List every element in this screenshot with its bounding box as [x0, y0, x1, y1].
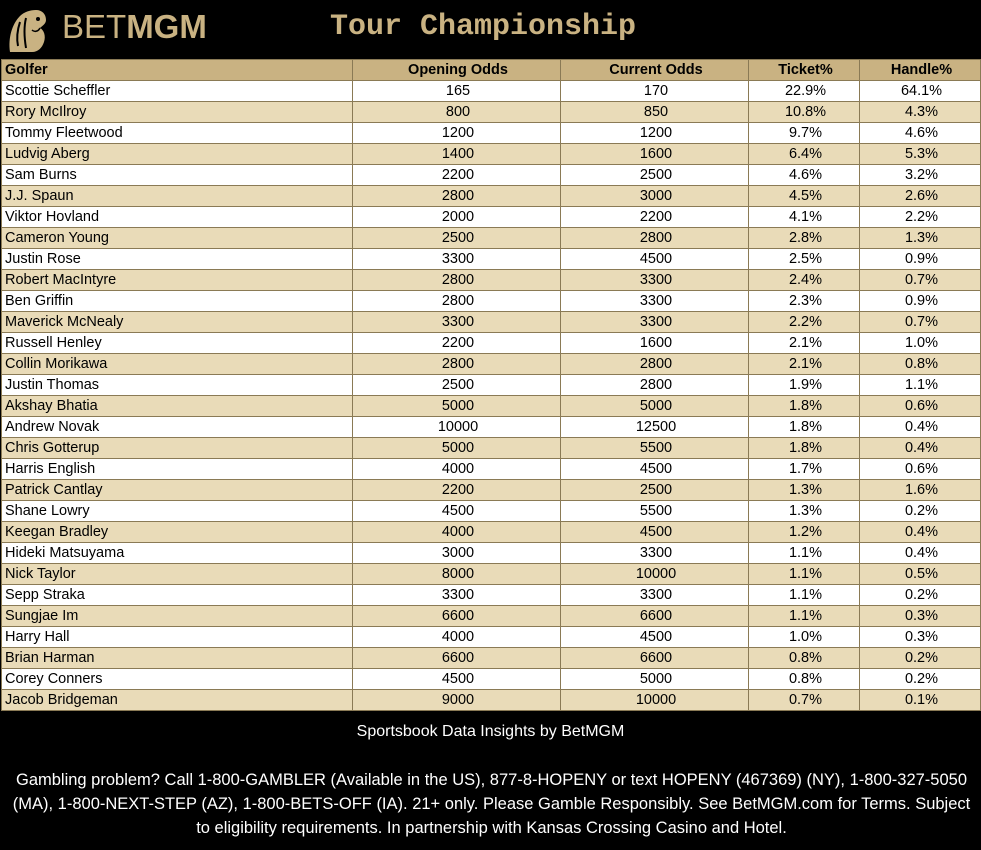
- cell-opening-odds: 3300: [353, 249, 561, 270]
- cell-ticket-pct: 1.0%: [749, 627, 860, 648]
- cell-ticket-pct: 2.4%: [749, 270, 860, 291]
- cell-opening-odds: 1400: [353, 144, 561, 165]
- cell-golfer: Brian Harman: [2, 648, 353, 669]
- table-row: [2, 186, 981, 207]
- table-row: [2, 228, 981, 249]
- cell-golfer: Scottie Scheffler: [2, 81, 353, 102]
- cell-golfer: Keegan Bradley: [2, 522, 353, 543]
- cell-current-odds: 3300: [561, 291, 749, 312]
- cell-opening-odds: 2800: [353, 270, 561, 291]
- cell-current-odds: 5500: [561, 501, 749, 522]
- cell-current-odds: 2500: [561, 480, 749, 501]
- cell-golfer: Chris Gotterup: [2, 438, 353, 459]
- cell-handle-pct: 0.3%: [860, 627, 981, 648]
- cell-current-odds: 5000: [561, 396, 749, 417]
- cell-golfer: Harry Hall: [2, 627, 353, 648]
- cell-handle-pct: 0.3%: [860, 606, 981, 627]
- cell-golfer: Collin Morikawa: [2, 354, 353, 375]
- table-row: [2, 564, 981, 585]
- table-row: [2, 270, 981, 291]
- cell-opening-odds: 3000: [353, 543, 561, 564]
- cell-golfer: Harris English: [2, 459, 353, 480]
- cell-ticket-pct: 6.4%: [749, 144, 860, 165]
- header-opening-odds: Opening Odds: [353, 60, 561, 81]
- cell-golfer: Shane Lowry: [2, 501, 353, 522]
- cell-golfer: Andrew Novak: [2, 417, 353, 438]
- table-row: [2, 417, 981, 438]
- table-row: [2, 291, 981, 312]
- cell-ticket-pct: 1.1%: [749, 564, 860, 585]
- cell-ticket-pct: 1.2%: [749, 522, 860, 543]
- cell-current-odds: 6600: [561, 606, 749, 627]
- header-golfer: Golfer: [2, 60, 353, 81]
- cell-opening-odds: 10000: [353, 417, 561, 438]
- table-row: [2, 354, 981, 375]
- cell-ticket-pct: 2.8%: [749, 228, 860, 249]
- cell-current-odds: 10000: [561, 690, 749, 711]
- cell-ticket-pct: 1.8%: [749, 417, 860, 438]
- cell-opening-odds: 2800: [353, 291, 561, 312]
- cell-ticket-pct: 0.7%: [749, 690, 860, 711]
- table-row: [2, 249, 981, 270]
- table-row: [2, 165, 981, 186]
- header-current-odds: Current Odds: [561, 60, 749, 81]
- cell-golfer: Sam Burns: [2, 165, 353, 186]
- cell-opening-odds: 2200: [353, 480, 561, 501]
- cell-handle-pct: 0.4%: [860, 522, 981, 543]
- cell-current-odds: 6600: [561, 648, 749, 669]
- cell-handle-pct: 0.4%: [860, 417, 981, 438]
- insights-caption: Sportsbook Data Insights by BetMGM: [356, 723, 625, 740]
- cell-ticket-pct: 0.8%: [749, 669, 860, 690]
- cell-ticket-pct: 10.8%: [749, 102, 860, 123]
- cell-golfer: Justin Rose: [2, 249, 353, 270]
- cell-current-odds: 3300: [561, 312, 749, 333]
- cell-ticket-pct: 4.1%: [749, 207, 860, 228]
- cell-handle-pct: 0.4%: [860, 543, 981, 564]
- cell-golfer: Rory McIlroy: [2, 102, 353, 123]
- cell-golfer: Sungjae Im: [2, 606, 353, 627]
- cell-current-odds: 4500: [561, 459, 749, 480]
- table-row: [2, 81, 981, 102]
- cell-current-odds: 170: [561, 81, 749, 102]
- table-row: [2, 522, 981, 543]
- header-ticket-pct: Ticket%: [749, 60, 860, 81]
- cell-opening-odds: 2500: [353, 375, 561, 396]
- cell-opening-odds: 2800: [353, 186, 561, 207]
- cell-golfer: Ben Griffin: [2, 291, 353, 312]
- brand-bet: BET: [62, 8, 127, 45]
- cell-handle-pct: 0.7%: [860, 270, 981, 291]
- cell-handle-pct: 2.2%: [860, 207, 981, 228]
- cell-golfer: Nick Taylor: [2, 564, 353, 585]
- cell-handle-pct: 0.4%: [860, 438, 981, 459]
- cell-handle-pct: 0.8%: [860, 354, 981, 375]
- cell-opening-odds: 3300: [353, 585, 561, 606]
- cell-handle-pct: 64.1%: [860, 81, 981, 102]
- cell-ticket-pct: 1.1%: [749, 543, 860, 564]
- table-row: [2, 669, 981, 690]
- cell-golfer: Hideki Matsuyama: [2, 543, 353, 564]
- cell-golfer: Ludvig Aberg: [2, 144, 353, 165]
- table-header-row: [2, 60, 981, 81]
- cell-ticket-pct: 1.7%: [749, 459, 860, 480]
- table-row: [2, 585, 981, 606]
- cell-opening-odds: 6600: [353, 606, 561, 627]
- cell-opening-odds: 5000: [353, 396, 561, 417]
- cell-opening-odds: 6600: [353, 648, 561, 669]
- cell-opening-odds: 8000: [353, 564, 561, 585]
- cell-ticket-pct: 2.1%: [749, 354, 860, 375]
- lion-icon: [2, 2, 52, 54]
- cell-golfer: Jacob Bridgeman: [2, 690, 353, 711]
- cell-opening-odds: 4500: [353, 669, 561, 690]
- cell-ticket-pct: 1.8%: [749, 396, 860, 417]
- cell-handle-pct: 2.6%: [860, 186, 981, 207]
- table-row: [2, 312, 981, 333]
- table-row: [2, 375, 981, 396]
- cell-opening-odds: 5000: [353, 438, 561, 459]
- table-row: [2, 144, 981, 165]
- cell-opening-odds: 2800: [353, 354, 561, 375]
- cell-golfer: Corey Conners: [2, 669, 353, 690]
- cell-current-odds: 1600: [561, 144, 749, 165]
- cell-current-odds: 1200: [561, 123, 749, 144]
- cell-handle-pct: 0.2%: [860, 501, 981, 522]
- cell-ticket-pct: 0.8%: [749, 648, 860, 669]
- cell-ticket-pct: 1.3%: [749, 480, 860, 501]
- cell-ticket-pct: 1.1%: [749, 585, 860, 606]
- cell-opening-odds: 1200: [353, 123, 561, 144]
- cell-current-odds: 2800: [561, 228, 749, 249]
- cell-golfer: Robert MacIntyre: [2, 270, 353, 291]
- cell-golfer: Akshay Bhatia: [2, 396, 353, 417]
- cell-handle-pct: 0.9%: [860, 249, 981, 270]
- cell-opening-odds: 3300: [353, 312, 561, 333]
- cell-golfer: Russell Henley: [2, 333, 353, 354]
- cell-opening-odds: 2200: [353, 333, 561, 354]
- cell-golfer: Sepp Straka: [2, 585, 353, 606]
- cell-opening-odds: 2500: [353, 228, 561, 249]
- cell-current-odds: 12500: [561, 417, 749, 438]
- cell-opening-odds: 800: [353, 102, 561, 123]
- cell-handle-pct: 0.2%: [860, 585, 981, 606]
- cell-golfer: Maverick McNealy: [2, 312, 353, 333]
- cell-ticket-pct: 2.3%: [749, 291, 860, 312]
- cell-handle-pct: 0.6%: [860, 459, 981, 480]
- cell-opening-odds: 4000: [353, 459, 561, 480]
- table-row: [2, 606, 981, 627]
- cell-golfer: Viktor Hovland: [2, 207, 353, 228]
- brand-mgm: MGM: [126, 8, 207, 45]
- cell-ticket-pct: 4.6%: [749, 165, 860, 186]
- table-row: [2, 459, 981, 480]
- cell-current-odds: 3300: [561, 270, 749, 291]
- cell-handle-pct: 0.1%: [860, 690, 981, 711]
- table-row: [2, 501, 981, 522]
- cell-ticket-pct: 9.7%: [749, 123, 860, 144]
- cell-golfer: Patrick Cantlay: [2, 480, 353, 501]
- cell-current-odds: 5000: [561, 669, 749, 690]
- cell-handle-pct: 0.7%: [860, 312, 981, 333]
- cell-current-odds: 3300: [561, 585, 749, 606]
- cell-golfer: Justin Thomas: [2, 375, 353, 396]
- cell-current-odds: 5500: [561, 438, 749, 459]
- cell-golfer: Tommy Fleetwood: [2, 123, 353, 144]
- table-row: [2, 543, 981, 564]
- table-row: [2, 438, 981, 459]
- header-handle-pct: Handle%: [860, 60, 981, 81]
- cell-opening-odds: 9000: [353, 690, 561, 711]
- cell-current-odds: 1600: [561, 333, 749, 354]
- table-row: [2, 207, 981, 228]
- cell-opening-odds: 165: [353, 81, 561, 102]
- cell-handle-pct: 1.1%: [860, 375, 981, 396]
- cell-ticket-pct: 2.1%: [749, 333, 860, 354]
- table-row: [2, 690, 981, 711]
- table-row: [2, 480, 981, 501]
- cell-golfer: Cameron Young: [2, 228, 353, 249]
- cell-handle-pct: 0.2%: [860, 669, 981, 690]
- cell-ticket-pct: 4.5%: [749, 186, 860, 207]
- cell-handle-pct: 1.6%: [860, 480, 981, 501]
- cell-ticket-pct: 1.9%: [749, 375, 860, 396]
- table-row: [2, 627, 981, 648]
- cell-handle-pct: 4.3%: [860, 102, 981, 123]
- cell-current-odds: 2500: [561, 165, 749, 186]
- cell-ticket-pct: 1.1%: [749, 606, 860, 627]
- cell-golfer: J.J. Spaun: [2, 186, 353, 207]
- cell-handle-pct: 1.3%: [860, 228, 981, 249]
- cell-current-odds: 3300: [561, 543, 749, 564]
- header: [0, 0, 981, 59]
- cell-opening-odds: 4000: [353, 522, 561, 543]
- cell-current-odds: 2800: [561, 354, 749, 375]
- table-row: [2, 123, 981, 144]
- cell-current-odds: 4500: [561, 249, 749, 270]
- cell-opening-odds: 2000: [353, 207, 561, 228]
- cell-opening-odds: 4000: [353, 627, 561, 648]
- cell-ticket-pct: 1.8%: [749, 438, 860, 459]
- cell-handle-pct: 1.0%: [860, 333, 981, 354]
- brand-logo: [62, 8, 207, 46]
- cell-opening-odds: 4500: [353, 501, 561, 522]
- cell-handle-pct: 0.9%: [860, 291, 981, 312]
- odds-table: [1, 59, 981, 711]
- table-row: [2, 648, 981, 669]
- gambling-disclaimer: Gambling problem? Call 1-800-GAMBLER (Available in the US), 877-8-HOPENY or text HOPENY (467369) (NY), 1-800-327-5050 (MA), 1-800-NEXT-STEP (AZ), 1-800-BETS-OFF (IA). 21+ only. Please Gamble Responsibly. See BetMGM.com for Terms. Subject to eligibility requirements. In partnership with Kansas Crossing Casino and Hotel.: [12, 771, 971, 837]
- cell-current-odds: 10000: [561, 564, 749, 585]
- cell-handle-pct: 5.3%: [860, 144, 981, 165]
- cell-handle-pct: 0.2%: [860, 648, 981, 669]
- table-body: [2, 81, 981, 711]
- cell-current-odds: 3000: [561, 186, 749, 207]
- page-title: Tour Championship: [330, 10, 637, 44]
- table-row: [2, 333, 981, 354]
- cell-handle-pct: 4.6%: [860, 123, 981, 144]
- cell-handle-pct: 0.6%: [860, 396, 981, 417]
- cell-current-odds: 2200: [561, 207, 749, 228]
- cell-ticket-pct: 1.3%: [749, 501, 860, 522]
- cell-ticket-pct: 22.9%: [749, 81, 860, 102]
- table-row: [2, 396, 981, 417]
- cell-current-odds: 2800: [561, 375, 749, 396]
- cell-opening-odds: 2200: [353, 165, 561, 186]
- table-row: [2, 102, 981, 123]
- cell-handle-pct: 0.5%: [860, 564, 981, 585]
- cell-ticket-pct: 2.2%: [749, 312, 860, 333]
- cell-ticket-pct: 2.5%: [749, 249, 860, 270]
- cell-handle-pct: 3.2%: [860, 165, 981, 186]
- cell-current-odds: 4500: [561, 627, 749, 648]
- cell-current-odds: 4500: [561, 522, 749, 543]
- cell-current-odds: 850: [561, 102, 749, 123]
